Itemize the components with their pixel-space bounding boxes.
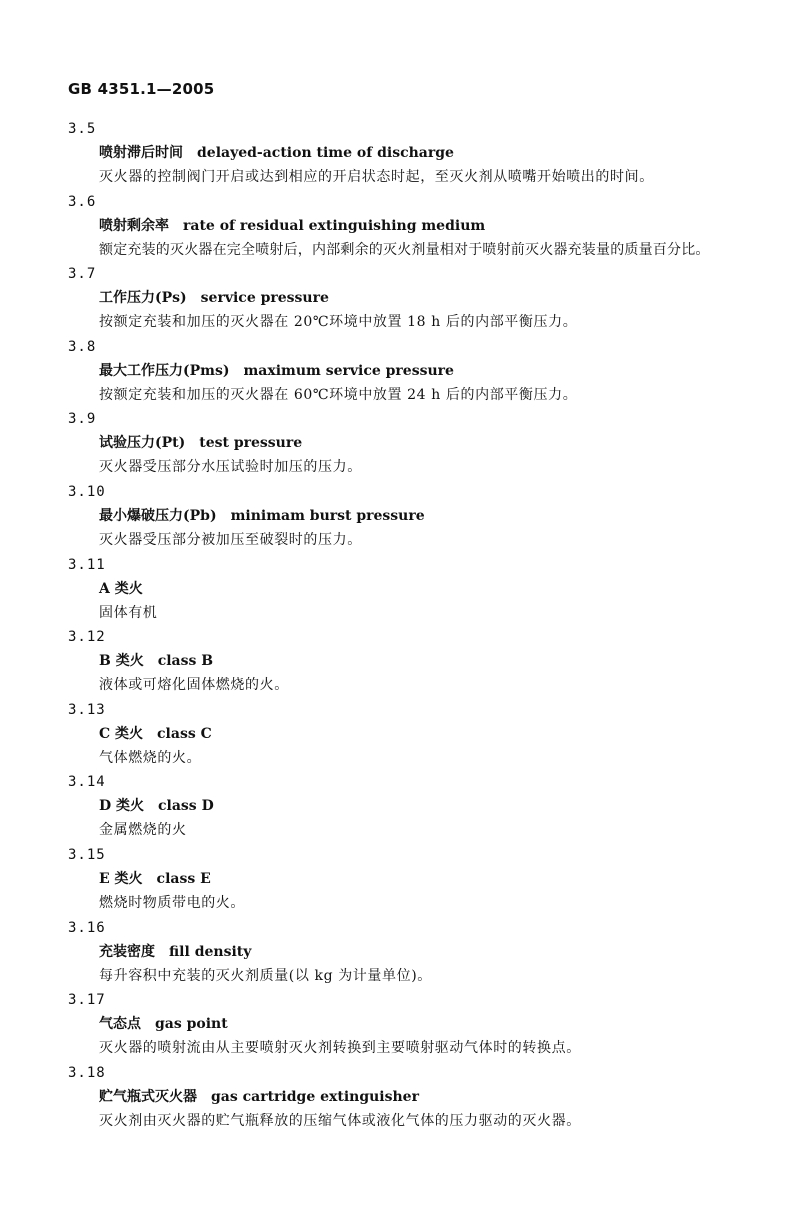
term-title: [99, 580, 157, 598]
term-entry: [0, 701, 800, 774]
term-title: [99, 725, 212, 743]
term-entry: [0, 265, 800, 338]
term-entry: [0, 410, 800, 483]
term-entry: [0, 556, 800, 629]
term-title: [99, 870, 211, 888]
term-chinese: A 类火: [99, 580, 143, 597]
term-chinese: D 类火: [99, 798, 145, 815]
term-definition: 灭火器受压部分被加压至破裂时的压力。: [99, 531, 362, 548]
term-title: [99, 434, 302, 452]
term-entry: [0, 919, 800, 992]
term-definition: 灭火剂由灭火器的贮气瓶释放的压缩气体或液化气体的压力驱动的灭火器。: [99, 1112, 581, 1129]
term-english: service pressure: [200, 290, 329, 307]
term-english: class C: [157, 725, 212, 742]
term-chinese: B 类火: [99, 653, 144, 670]
term-chinese: 最小爆破压力(Pb): [99, 507, 217, 524]
term-english: rate of residual extinguishing medium: [183, 217, 486, 234]
clause-number: 3.13: [68, 701, 106, 718]
clause-number: 3.12: [68, 629, 106, 646]
term-title: [99, 362, 454, 380]
term-definition: 额定充装的灭火器在完全喷射后，内部剩余的灭火剂量相对于喷射前灭火器充装量的质量百分比。: [99, 241, 710, 258]
clause-number: 3.14: [68, 774, 106, 791]
clause-number: 3.18: [68, 1064, 106, 1081]
term-chinese: 喷射剩余率: [99, 217, 169, 234]
term-entry: [0, 483, 800, 556]
term-definition: 固体有机: [99, 604, 158, 621]
clause-number: 3.15: [68, 846, 106, 863]
term-entry: [0, 1064, 800, 1137]
term-title: [99, 797, 214, 815]
clause-number: 3.17: [68, 992, 106, 1009]
term-chinese: 充装密度: [99, 943, 155, 960]
term-entry: [0, 846, 800, 919]
term-english: class D: [158, 798, 214, 815]
term-english: maximum service pressure: [243, 362, 454, 379]
term-english: test pressure: [199, 435, 303, 452]
clause-number: 3.11: [68, 556, 106, 573]
term-english: minimam burst pressure: [230, 507, 425, 524]
term-chinese: 试验压力(Pt): [99, 435, 186, 452]
clause-number: 3.7: [68, 266, 97, 283]
term-definition: 灭火器的喷射流由从主要喷射灭火剂转换到主要喷射驱动气体时的转换点。: [99, 1040, 581, 1057]
term-title: [99, 144, 454, 162]
term-chinese: 贮气瓶式灭火器: [99, 1088, 197, 1105]
clause-number: 3.16: [68, 919, 106, 936]
term-english: class B: [157, 653, 214, 670]
term-title: [99, 652, 213, 670]
term-title: [99, 217, 485, 235]
term-definition: 每升容积中充装的灭火剂质量(以 kg 为计量单位)。: [99, 967, 432, 984]
term-entry: [0, 628, 800, 701]
term-english: gas cartridge extinguisher: [211, 1088, 419, 1105]
clause-number: 3.5: [68, 121, 97, 137]
term-chinese: E 类火: [99, 870, 143, 887]
term-definition: 液体或可熔化固体燃烧的火。: [99, 677, 289, 694]
term-definition: 按额定充装和加压的灭火器在 20℃环境中放置 18 h 后的内部平衡压力。: [99, 314, 578, 331]
term-english: gas point: [155, 1016, 228, 1033]
term-title: [99, 507, 425, 525]
term-definition: 燃烧时物质带电的火。: [99, 894, 245, 911]
term-entry: [0, 773, 800, 846]
term-chinese: 喷射滞后时间: [99, 145, 183, 161]
clause-number: 3.8: [68, 338, 97, 355]
term-chinese: 最大工作压力(Pms): [99, 362, 230, 379]
clause-number: 3.6: [68, 193, 97, 210]
term-entry: [0, 120, 800, 193]
clause-number: 3.10: [68, 483, 106, 500]
term-definition: 灭火器受压部分水压试验时加压的压力。: [99, 459, 362, 476]
clause-number: 3.9: [68, 411, 97, 428]
term-title: [99, 943, 251, 961]
standard-code: GB 4351.1—2005: [68, 80, 215, 98]
term-chinese: C 类火: [99, 725, 144, 742]
term-definition: 按额定充装和加压的灭火器在 60℃环境中放置 24 h 后的内部平衡压力。: [99, 386, 578, 403]
term-entry: [0, 193, 800, 266]
term-english: fill density: [169, 943, 252, 960]
term-entry: [0, 991, 800, 1064]
term-chinese: 气态点: [99, 1016, 141, 1033]
term-english: delayed-action time of discharge: [197, 145, 454, 161]
term-definition: 金属燃烧的火: [99, 822, 187, 839]
term-title: [99, 1015, 228, 1033]
term-entry: [0, 338, 800, 411]
term-chinese: 工作压力(Ps): [99, 290, 187, 307]
term-definition: 灭火器的控制阀门开启或达到相应的开启状态时起，至灭火剂从喷嘴开始喷出的时间。: [99, 169, 654, 185]
term-definition: 气体燃烧的火。: [99, 749, 202, 766]
term-english: class E: [156, 870, 211, 887]
term-title: [99, 289, 329, 307]
term-list: [0, 120, 800, 1136]
term-title: [99, 1088, 419, 1106]
